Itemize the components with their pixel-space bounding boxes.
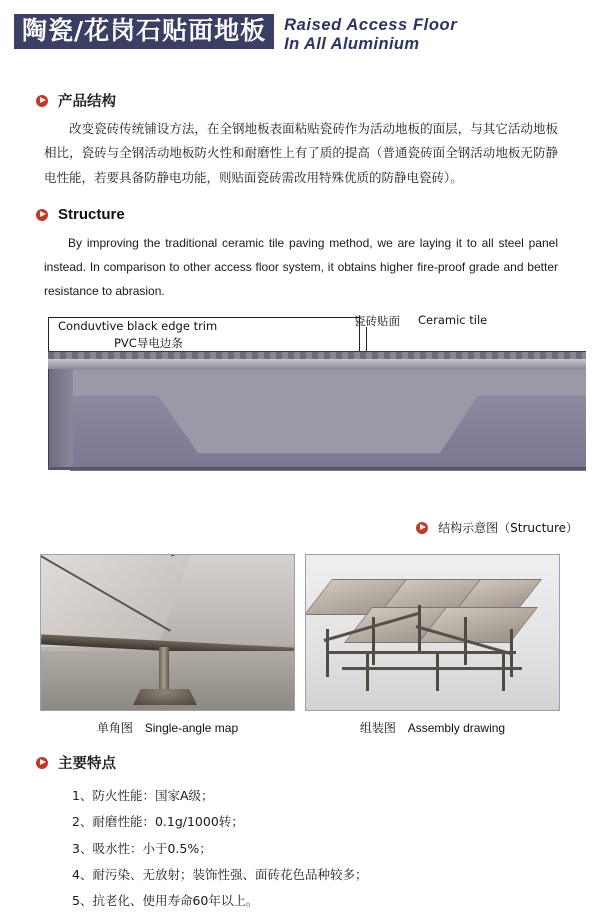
assembly-drawing-photo: [305, 554, 560, 711]
diagram-caption: [0, 519, 578, 536]
structure-diagram: [14, 313, 586, 517]
diagram-label-ceramic-tile-en: Ceramic tile: [418, 313, 488, 328]
single-angle-photo: [40, 554, 295, 711]
single-angle-caption-cn: 单角图: [96, 721, 133, 736]
section-heading-features: [36, 752, 600, 773]
product-structure-title: 产品结构: [58, 94, 116, 110]
single-angle-caption-en: Single-angle map: [144, 721, 239, 736]
structure-en-body: By improving the traditional ceramic tile paving method, we are laying it to all steel panel instead. In comparison to other access floor system, it obtains higher fire-proof grade and better resistance to abrasion.: [44, 236, 558, 299]
photo-block-assembly: [305, 554, 560, 736]
diagram-caption-cn: 结构示意图: [438, 521, 499, 536]
product-structure-body: 改变瓷砖传统铺设方法，在全钢地板表面粘贴瓷砖作为活动地板的面层，与其它活动地板相比，瓷砖与全钢活动地板防火性和耐磨性上有了质的提高（普通瓷砖面全钢活动地板无防静电性能，若要具备防静电功能，则贴面瓷砖需改用特殊优质的防静电瓷砖）。: [44, 121, 558, 185]
list-item: 1、防火性能：国家A级；: [72, 788, 214, 804]
page-header: [0, 0, 600, 74]
assembly-caption-cn: 组装图: [359, 721, 396, 736]
diagram-steel-layer: [48, 359, 586, 370]
bullet-icon: [36, 95, 52, 107]
assembly-caption-en: Assembly drawing: [407, 721, 506, 736]
features-title: 主要特点: [58, 756, 116, 773]
diagram-leader-line: [366, 327, 367, 351]
diagram-label-conductive-trim: Conduvtive black edge trim: [58, 319, 218, 334]
header-title-en-line1: Raised Access Floor: [284, 16, 458, 34]
diagram-panel-edge: [48, 369, 73, 469]
bullet-icon: [36, 209, 52, 221]
header-title-en: [284, 16, 457, 54]
header-title-cn: 陶瓷/花岗石贴面地板: [14, 14, 274, 49]
features-list: [72, 783, 600, 914]
structure-en-title: Structure: [58, 206, 125, 224]
diagram-caption-en: （Structure）: [498, 521, 578, 536]
assembly-caption: [305, 719, 560, 736]
section-heading-product-structure: [36, 90, 600, 111]
photo-block-single-angle: [40, 554, 295, 736]
diagram-baseline: [48, 467, 586, 470]
section-heading-structure-en: [36, 206, 600, 223]
list-item: 5、抗老化、使用寿命60年以上。: [72, 893, 259, 909]
bullet-icon: [36, 757, 52, 769]
diagram-label-pvc-strip: PVC导电边条: [114, 336, 183, 351]
single-angle-caption: [40, 719, 295, 736]
bullet-icon: [416, 522, 432, 534]
list-item: 3、吸水性：小于0.5%；: [72, 840, 212, 856]
header-title-en-line2: In All Aluminium: [284, 34, 420, 53]
diagram-label-ceramic-tile-cn: 瓷砖贴面: [354, 314, 400, 329]
diagram-cross-section: [48, 351, 586, 475]
list-item: 4、耐污染、无放射；装饰性强、面砖花色品种较多；: [72, 866, 368, 882]
list-item: 2、耐磨性能：0.1g/1000转；: [72, 814, 244, 830]
photo-row: [0, 554, 600, 736]
